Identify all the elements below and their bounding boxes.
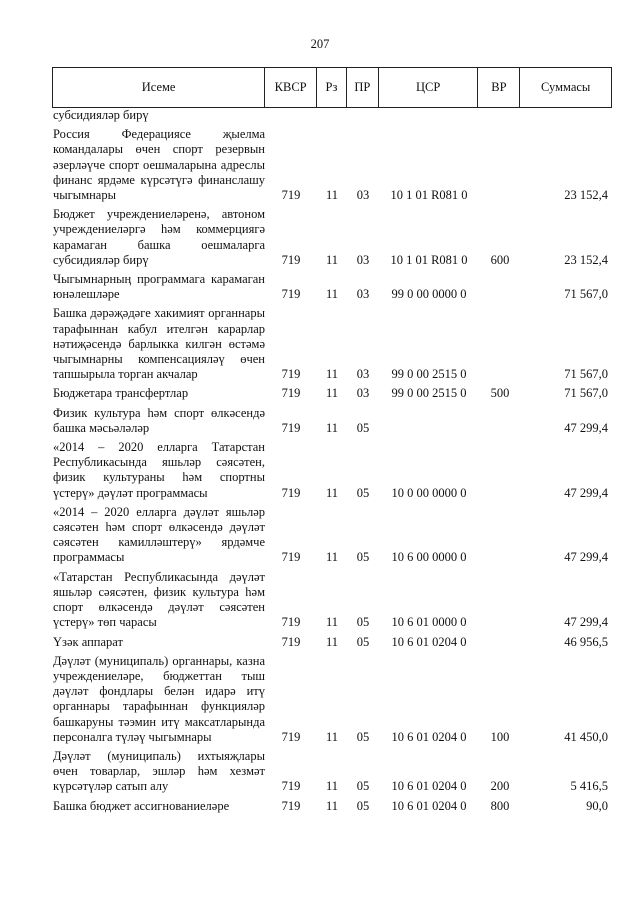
cell-pr: 03 — [356, 252, 370, 267]
cell-csr: 10 6 01 0204 0 — [391, 779, 467, 794]
cell-name: Бюджетара трансфертлар — [53, 386, 189, 401]
cell-csr: 10 1 01 R081 0 — [390, 188, 468, 203]
table-row — [52, 406, 612, 436]
cell-rz: 11 — [325, 615, 339, 630]
cell-sum: 71 567,0 — [564, 367, 608, 382]
table-row — [52, 108, 612, 123]
cell-rz: 11 — [325, 485, 339, 500]
cell-kvsr: 719 — [281, 287, 301, 302]
cell-sum: 90,0 — [586, 798, 608, 813]
cell-name: «2014 – 2020 елларга Татарстан Республикасында яшьләр сәясәтен, физик культураны һәм спортны үстерү» дәүләт программасы — [53, 440, 265, 500]
cell-kvsr: 719 — [281, 367, 301, 382]
header-pr: ПР — [347, 68, 379, 107]
table-row — [52, 799, 612, 814]
cell-pr: 05 — [356, 615, 370, 630]
cell-pr: 05 — [356, 485, 370, 500]
cell-csr: 10 6 01 0204 0 — [391, 729, 467, 744]
table-row — [52, 306, 612, 382]
cell-pr: 05 — [356, 798, 370, 813]
cell-pr: 05 — [356, 729, 370, 744]
cell-name: Бюджет учреждениеләренә, автоном учреждениеләргә һәм коммерциягә карамаган башка оешмаларга субсидияләр бирү — [53, 207, 265, 267]
cell-rz: 11 — [325, 798, 339, 813]
cell-name: Дәүләт (муниципаль) ихтыяҗлары өчен товарлар, эшләр һәм хезмәт күрсәтүләр сатып алу — [53, 748, 265, 794]
cell-kvsr: 719 — [281, 798, 301, 813]
cell-csr: 10 6 01 0204 0 — [391, 634, 467, 649]
table-row — [52, 127, 612, 203]
cell-sum: 23 152,4 — [564, 252, 608, 267]
cell-pr: 03 — [356, 188, 370, 203]
cell-kvsr: 719 — [281, 386, 301, 401]
header-vr: ВР — [478, 68, 520, 107]
cell-vr: 100 — [490, 729, 510, 744]
header-name: Исеме — [53, 68, 265, 107]
cell-name: Дәүләт (муниципаль) органнары, казна учреждениеләре, бюджеттан тыш дәүләт фондлары белән идарә итү органнары тарафыннан функцияләр башкаруны тәэмин итү максатларында персоналга түләү чыгымнары — [53, 653, 265, 744]
table-row — [52, 272, 612, 302]
table-header — [52, 67, 612, 108]
cell-rz: 11 — [325, 367, 339, 382]
cell-sum: 41 450,0 — [564, 729, 608, 744]
cell-sum: 47 299,4 — [564, 550, 608, 565]
cell-vr: 500 — [490, 386, 510, 401]
cell-pr: 05 — [356, 634, 370, 649]
cell-pr: 03 — [356, 386, 370, 401]
cell-name: Башка дәрәҗәдәге хакимият органнары тарафыннан кабул итeлгән карарлар нәтиҗәсендә барлыкка килгән өстәмә чыгымнарны компенсацияләү өчен тапшырыла торган акчалар — [53, 306, 265, 382]
cell-sum: 47 299,4 — [564, 485, 608, 500]
cell-sum: 5 416,5 — [570, 779, 608, 794]
cell-vr: 200 — [490, 779, 510, 794]
cell-kvsr: 719 — [281, 252, 301, 267]
header-rz: Рз — [317, 68, 347, 107]
cell-csr: 10 6 01 0204 0 — [391, 798, 467, 813]
table-row — [52, 635, 612, 650]
cell-sum: 23 152,4 — [564, 188, 608, 203]
cell-name: Башка бюджет ассигнованиеләре — [53, 798, 230, 813]
cell-csr: 10 6 00 0000 0 — [391, 550, 467, 565]
cell-vr: 600 — [490, 252, 510, 267]
table-row — [52, 570, 612, 631]
cell-sum: 71 567,0 — [564, 287, 608, 302]
cell-name: Үзәк аппарат — [53, 634, 123, 649]
cell-pr: 05 — [356, 779, 370, 794]
table-row — [52, 749, 612, 795]
header-kvsr: КВСР — [265, 68, 317, 107]
cell-rz: 11 — [325, 386, 339, 401]
table-row — [52, 440, 612, 501]
cell-csr: 99 0 00 0000 0 — [391, 287, 467, 302]
cell-rz: 11 — [325, 252, 339, 267]
cell-csr: 10 6 01 0000 0 — [391, 615, 467, 630]
cell-name: Чыгымнарның программага карамаган юнәлешләре — [53, 272, 265, 302]
header-sum: Суммасы — [540, 80, 591, 94]
cell-rz: 11 — [325, 550, 339, 565]
cell-name: субсидияләр бирү — [53, 108, 149, 122]
cell-rz: 11 — [325, 188, 339, 203]
cell-vr: 800 — [490, 798, 510, 813]
page-number: 207 — [310, 37, 330, 51]
cell-name: Россия Федерациясе җыелма командалары өчен спорт резервын әзерләүче спорт оешмаларына адреслы финанс ярдәме күрсәтүгә финанслашу чыгымнары — [53, 127, 265, 203]
cell-kvsr: 719 — [281, 634, 301, 649]
cell-rz: 11 — [325, 420, 339, 435]
cell-kvsr: 719 — [281, 485, 301, 500]
cell-kvsr: 719 — [281, 550, 301, 565]
cell-csr: 99 0 00 2515 0 — [391, 367, 467, 382]
cell-sum: 47 299,4 — [564, 420, 608, 435]
table-row — [52, 654, 612, 745]
cell-pr: 03 — [356, 287, 370, 302]
cell-pr: 03 — [356, 367, 370, 382]
cell-rz: 11 — [325, 287, 339, 302]
cell-sum: 47 299,4 — [564, 615, 608, 630]
cell-csr: 10 1 01 R081 0 — [390, 252, 468, 267]
cell-rz: 11 — [325, 634, 339, 649]
cell-rz: 11 — [325, 729, 339, 744]
cell-kvsr: 719 — [281, 188, 301, 203]
table-row — [52, 207, 612, 268]
cell-sum: 71 567,0 — [564, 386, 608, 401]
cell-name: «Татарстан Республикасында дәүләт яшьләр сәясәтен, физик культура һәм спорт өлкәсендә дәүләт сәясәтен үстерү» төп чарасы — [53, 569, 265, 630]
table-row — [52, 386, 612, 401]
budget-table — [52, 67, 612, 818]
cell-rz: 11 — [325, 779, 339, 794]
cell-csr: 99 0 00 2515 0 — [391, 386, 467, 401]
cell-kvsr: 719 — [281, 420, 301, 435]
cell-name: «2014 – 2020 елларга дәүләт яшьләр сәясәтен һәм спорт өлкәсендә дәүләт сәясәтен камилләштерү» ярдәмче программасы — [53, 504, 265, 565]
cell-sum: 46 956,5 — [564, 634, 608, 649]
cell-pr: 05 — [356, 420, 370, 435]
cell-pr: 05 — [356, 550, 370, 565]
cell-kvsr: 719 — [281, 615, 301, 630]
cell-kvsr: 719 — [281, 779, 301, 794]
cell-kvsr: 719 — [281, 729, 301, 744]
table-row — [52, 505, 612, 566]
cell-csr: 10 0 00 0000 0 — [391, 485, 467, 500]
header-csr: ЦСР — [379, 68, 479, 107]
table-body — [52, 108, 612, 814]
cell-name: Физик культура һәм спорт өлкәсендә башка мәсьәләләр — [53, 405, 265, 435]
